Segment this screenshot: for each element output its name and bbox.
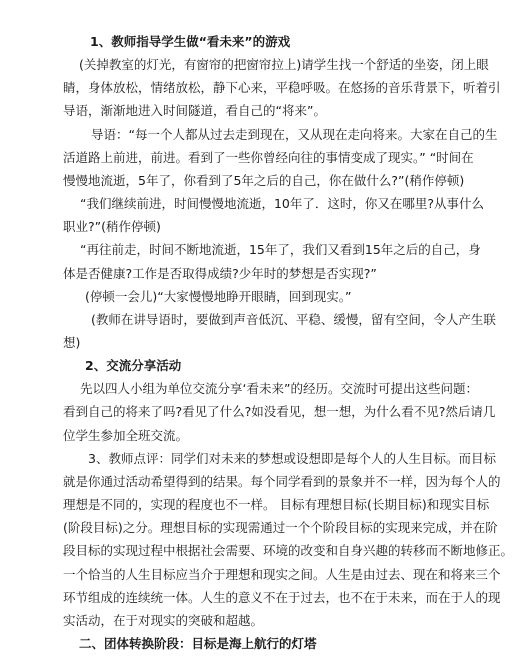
text-line: 实活动，在于对现实的突破和超越。 xyxy=(63,613,264,628)
text-line: 一个恰当的人生目标应当介于理想和现实之间。人生是由过去、现在和将来三个 xyxy=(63,567,501,582)
heading: 1、教师指导学生做“看未来”的游戏 xyxy=(90,34,291,49)
text-line: 导语：“每一个人都从过去走到现在，又从现在走向将来。大家在自己的生 xyxy=(91,127,498,142)
text-line: 就是你通过活动希望得到的结果。每个同学看到的景象并不一样，因为每个人的 xyxy=(63,474,501,489)
text-line: (关掉教室的灯光，有窗帘的把窗帘拉上)请学生找一个舒适的坐姿，闭上眼 xyxy=(79,57,489,72)
text-line: 睛，身体放松，情绪放松，静下心来，平稳呼吸。在悠扬的音乐背景下，听着引 xyxy=(63,80,501,95)
text-line: “再往前走，时间不断地流逝，15年了，我们又看到15年之后的自己，身 xyxy=(80,242,481,257)
text-line: 职业?”(稍作停顿) xyxy=(63,219,161,234)
text-line: 环节组成的连续统一体。人生的意义不在于过去，也不在于未来，而在于人的现 xyxy=(63,590,501,605)
text-line: (教师在讲导语时，要做到声音低沉、平稳、缓慢，留有空间，令人产生联 xyxy=(91,312,496,327)
text-line: (阶段目标)之分。理想目标的实现需通过一个个阶段目标的实现来完成，并在阶 xyxy=(63,520,498,535)
text-line: 理想是不同的，实现的程度也不一样。 目标有理想目标(长期目标)和现实目标 xyxy=(63,497,490,512)
text-line: 段目标的实现过程中根据社会需要、环境的改变和自身兴趣的转移而不断地修正。 xyxy=(63,543,514,558)
heading: 2、交流分享活动 xyxy=(85,358,182,373)
text-line: 位学生参加全班交流。 xyxy=(63,428,189,443)
text-line: 导语，渐渐地进入时间隧道，看自己的“将来”。 xyxy=(63,103,326,118)
heading: 二、团体转换阶段：目标是海上航行的灯塔 xyxy=(79,636,317,651)
text-line: 慢慢地流逝，5年了，你看到了5年之后的自己，你在做什么?”(稍作停顿) xyxy=(63,173,465,188)
text-line: 想) xyxy=(63,335,81,350)
text-line: (停顿一会儿)“大家慢慢地睁开眼睛，回到现实。” xyxy=(85,289,352,304)
text-line: 3、教师点评：同学们对未来的梦想或设想即是每个人的人生目标。而目标 xyxy=(88,451,496,466)
text-line: 活道路上前进，前进。看到了一些你曾经向往的事情变成了现实。” “时间在 xyxy=(63,150,474,165)
text-line: 先以四人小组为单位交流分享‘看未来”的经历。交流时可提出这些问题： xyxy=(80,381,478,396)
text-line: 看到自己的将来了吗?看见了什么?如没看见，想一想，为什么看不见?然后请几 xyxy=(63,404,496,419)
text-line: 体是否健康?工作是否取得成绩?少年时的梦想是否实现?” xyxy=(63,266,377,281)
text-line: “我们继续前进，时间慢慢地流逝，10年了．这时，你又在哪里?从事什么 xyxy=(80,196,485,211)
